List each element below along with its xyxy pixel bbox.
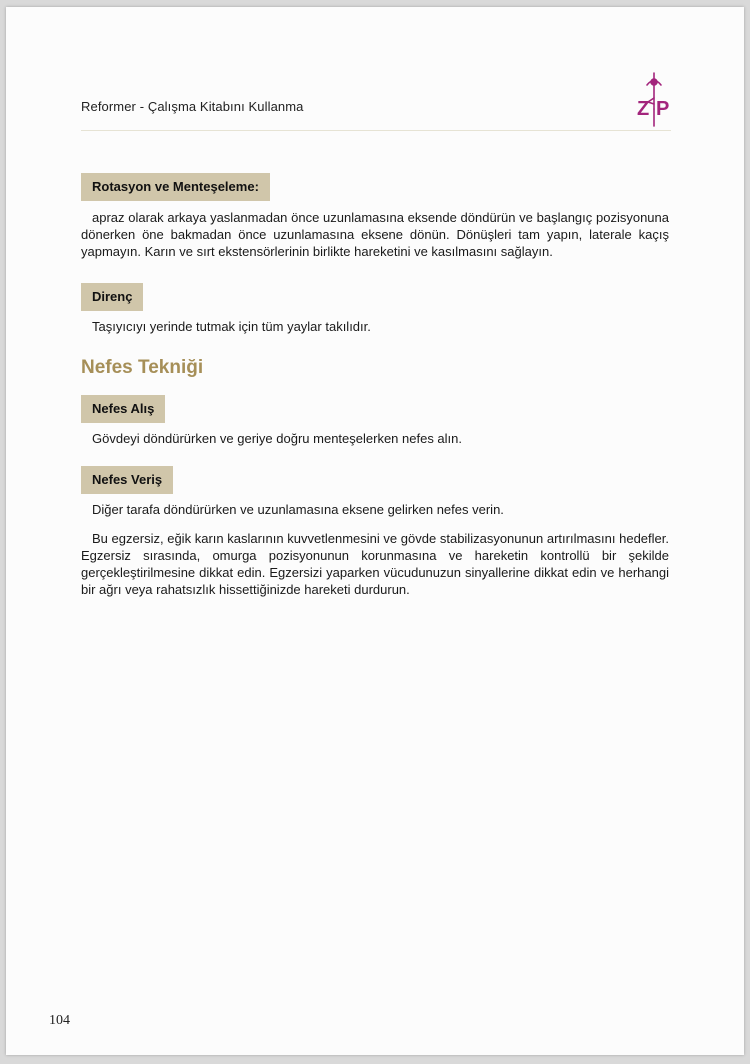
resistance-text: Taşıyıcıyı yerinde tutmak için tüm yaylar takılıdır. (92, 319, 371, 334)
inhale-label: Nefes Alış (81, 395, 165, 423)
breathing-heading: Nefes Tekniği (81, 357, 204, 378)
brand-logo (636, 71, 672, 129)
header-title: Reformer - Çalışma Kitabını Kullanma (81, 99, 304, 114)
page-number: 104 (49, 1013, 70, 1028)
inhale-text: Gövdeyi döndürürken ve geriye doğru menteşelerken nefes alın. (92, 431, 462, 446)
rotation-text: apraz olarak arkaya yaslanmadan önce uzunlamasına eksende döndürün ve başlangıç pozisyonuna dönerken öne bakmadan önce uzunlamasına eksene dönün. Dönüşleri tam yapın, laterale kaçış yapmayın. Karın ve sırt ekstensörlerinin birlikte hareketini ve kasılmasını sağlayın. (81, 210, 669, 259)
exhale-text: Diğer tarafa döndürürken ve uzunlamasına eksene gelirken nefes verin. (92, 502, 504, 517)
rotation-label: Rotasyon ve Menteşeleme: (81, 173, 270, 201)
svg-text:Z: Z (637, 98, 650, 120)
resistance-label: Direnç (81, 283, 143, 311)
header-divider (81, 130, 671, 131)
exhale-label: Nefes Veriş (81, 466, 173, 494)
summary-text: Bu egzersiz, eğik karın kaslarının kuvvetlenmesini ve gövde stabilizasyonunun artırılmasını hedefler. Egzersiz sırasında, omurga pozisyonunun korunmasına ve hareketin kontrollü bir şekilde gerçekleştirilmesine dikkat edin. Egzersizi yaparken vücudunuzun sinyallerine dikkat edin ve herhangi bir ağrı veya rahatsızlık hissettiğinizde hareketi durdurun. (81, 531, 669, 597)
svg-text:P: P (656, 98, 670, 120)
document-page (6, 7, 744, 1055)
